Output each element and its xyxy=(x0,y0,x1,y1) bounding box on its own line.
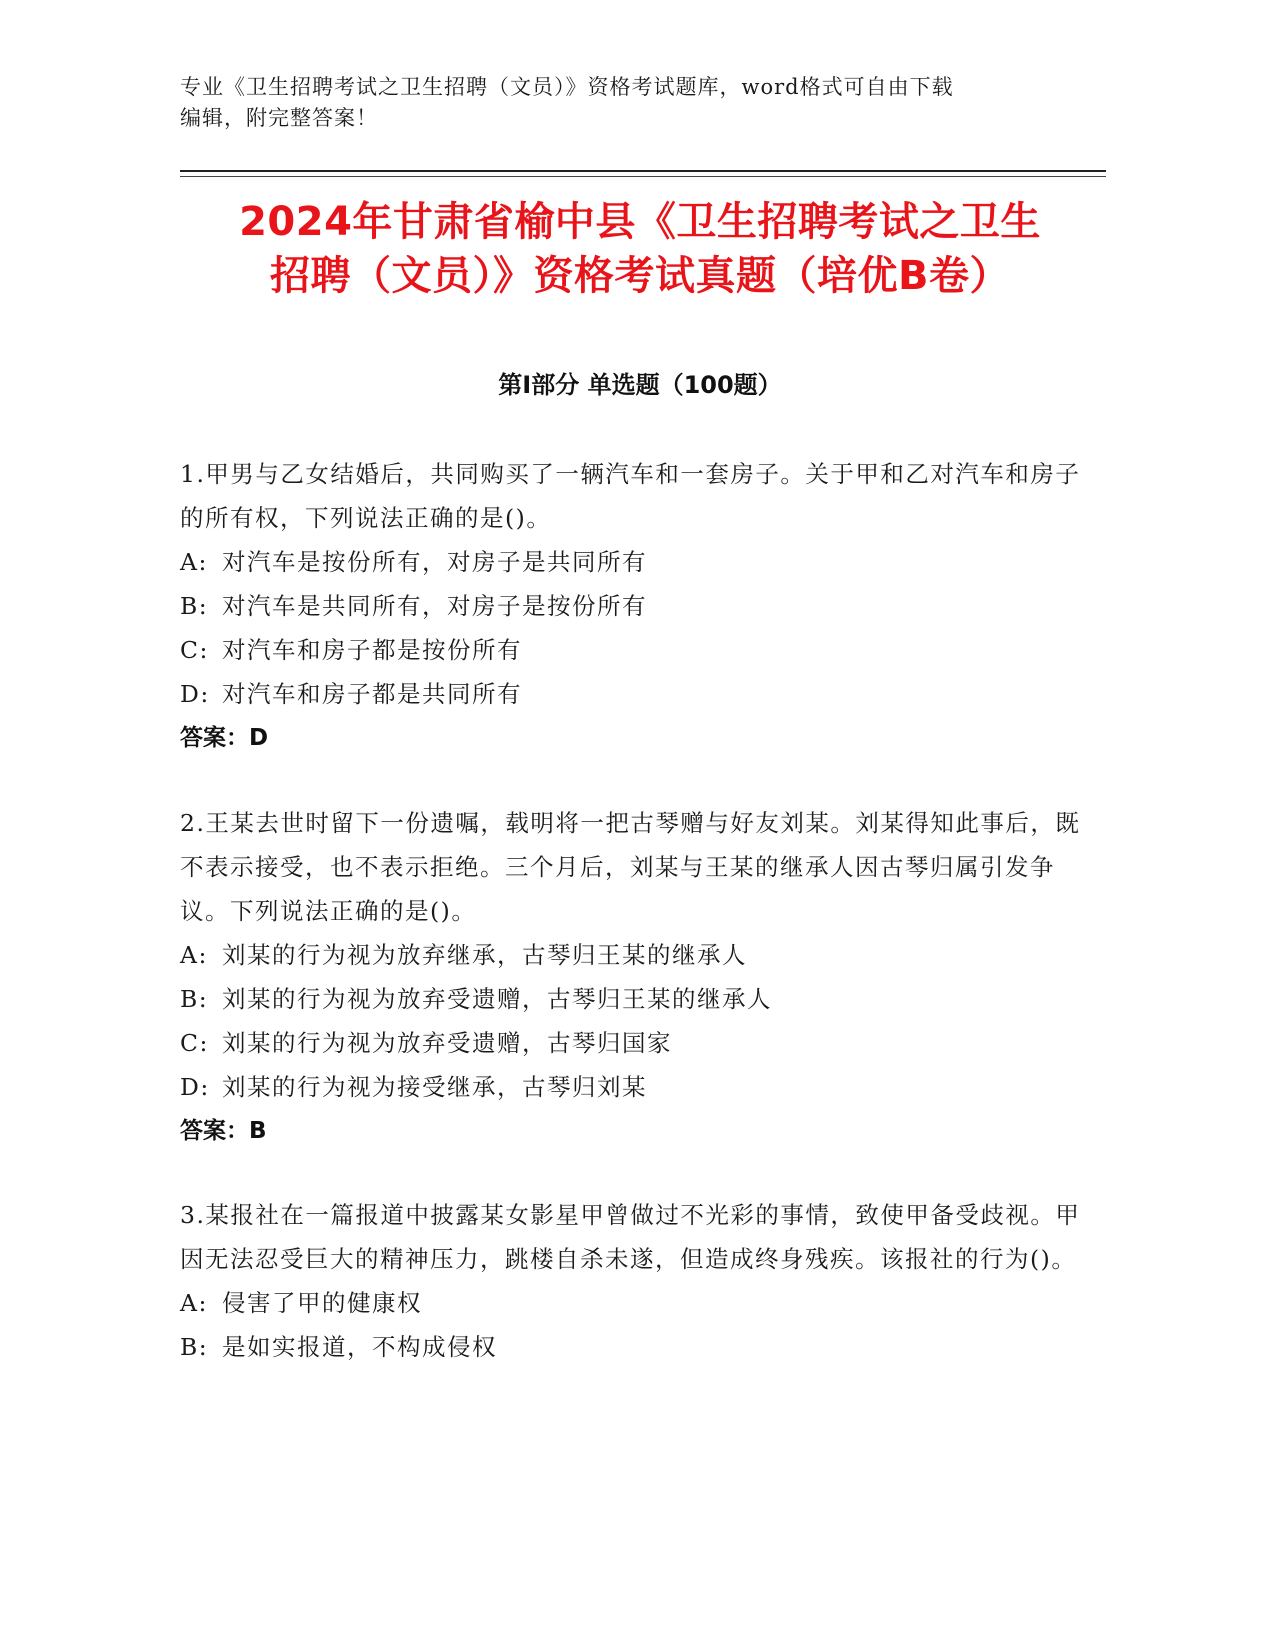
option-b xyxy=(180,584,1100,628)
option-key: B: xyxy=(180,985,209,1013)
option-d xyxy=(180,1065,1100,1109)
section-title: 第Ⅰ部分 单选题（100题） xyxy=(498,371,782,399)
option-text: 对汽车是共同所有，对房子是按份所有 xyxy=(222,592,647,620)
header-note-line-2: 编辑，附完整答案！ xyxy=(180,106,378,130)
answer: 答案：D xyxy=(180,725,269,751)
document-title-line-2: 招聘（文员）》资格考试真题（培优B卷） xyxy=(270,253,1010,299)
option-c xyxy=(180,1021,1100,1065)
option-text: 刘某的行为视为放弃受遗赠，古琴归王某的继承人 xyxy=(222,985,772,1013)
header-divider xyxy=(180,170,1106,172)
option-text: 刘某的行为视为接受继承，古琴归刘某 xyxy=(222,1073,647,1101)
option-text: 对汽车是按份所有，对房子是共同所有 xyxy=(222,548,647,576)
document-title-line-1: 2024年甘肃省榆中县《卫生招聘考试之卫生 xyxy=(239,199,1041,245)
answer: 答案：B xyxy=(180,1118,267,1144)
option-text: 对汽车和房子都是按份所有 xyxy=(222,636,522,664)
option-a xyxy=(180,540,1100,584)
header-divider-thin xyxy=(180,176,1106,177)
question-3 xyxy=(180,1193,1100,1369)
option-key: B: xyxy=(180,1333,209,1361)
question-stem: 2.王某去世时留下一份遗嘱，载明将一把古琴赠与好友刘某。刘某得知此事后，既不表示接受，也不表示拒绝。三个月后，刘某与王某的继承人因古琴归属引发争议。下列说法正确的是()。 xyxy=(180,809,1081,925)
question-2 xyxy=(180,801,1100,1153)
question-1 xyxy=(180,452,1100,760)
option-text: 是如实报道，不构成侵权 xyxy=(222,1333,497,1361)
option-key: C: xyxy=(180,636,209,664)
option-text: 刘某的行为视为放弃继承，古琴归王某的继承人 xyxy=(222,941,747,969)
option-key: A: xyxy=(180,548,208,576)
option-key: C: xyxy=(180,1029,209,1057)
option-c xyxy=(180,628,1100,672)
option-key: D: xyxy=(180,680,210,708)
option-b xyxy=(180,977,1100,1021)
option-text: 侵害了甲的健康权 xyxy=(222,1289,422,1317)
option-key: A: xyxy=(180,1289,208,1317)
option-key: A: xyxy=(180,941,208,969)
question-stem: 3.某报社在一篇报道中披露某女影星甲曾做过不光彩的事情，致使甲备受歧视。甲因无法忍受巨大的精神压力，跳楼自杀未遂，但造成终身残疾。该报社的行为()。 xyxy=(180,1201,1081,1273)
option-b xyxy=(180,1325,1100,1369)
option-a xyxy=(180,933,1100,977)
option-key: B: xyxy=(180,592,209,620)
header-note xyxy=(180,72,1100,134)
header-note-line-1: 专业《卫生招聘考试之卫生招聘（文员）》资格考试题库，word格式可自由下载 xyxy=(180,75,954,99)
option-key: D: xyxy=(180,1073,210,1101)
option-text: 刘某的行为视为放弃受遗赠，古琴归国家 xyxy=(222,1029,672,1057)
question-stem: 1.甲男与乙女结婚后，共同购买了一辆汽车和一套房子。关于甲和乙对汽车和房子的所有权，下列说法正确的是()。 xyxy=(180,460,1081,532)
option-text: 对汽车和房子都是共同所有 xyxy=(222,680,522,708)
option-a xyxy=(180,1281,1100,1325)
option-d xyxy=(180,672,1100,716)
document-title xyxy=(180,195,1100,303)
